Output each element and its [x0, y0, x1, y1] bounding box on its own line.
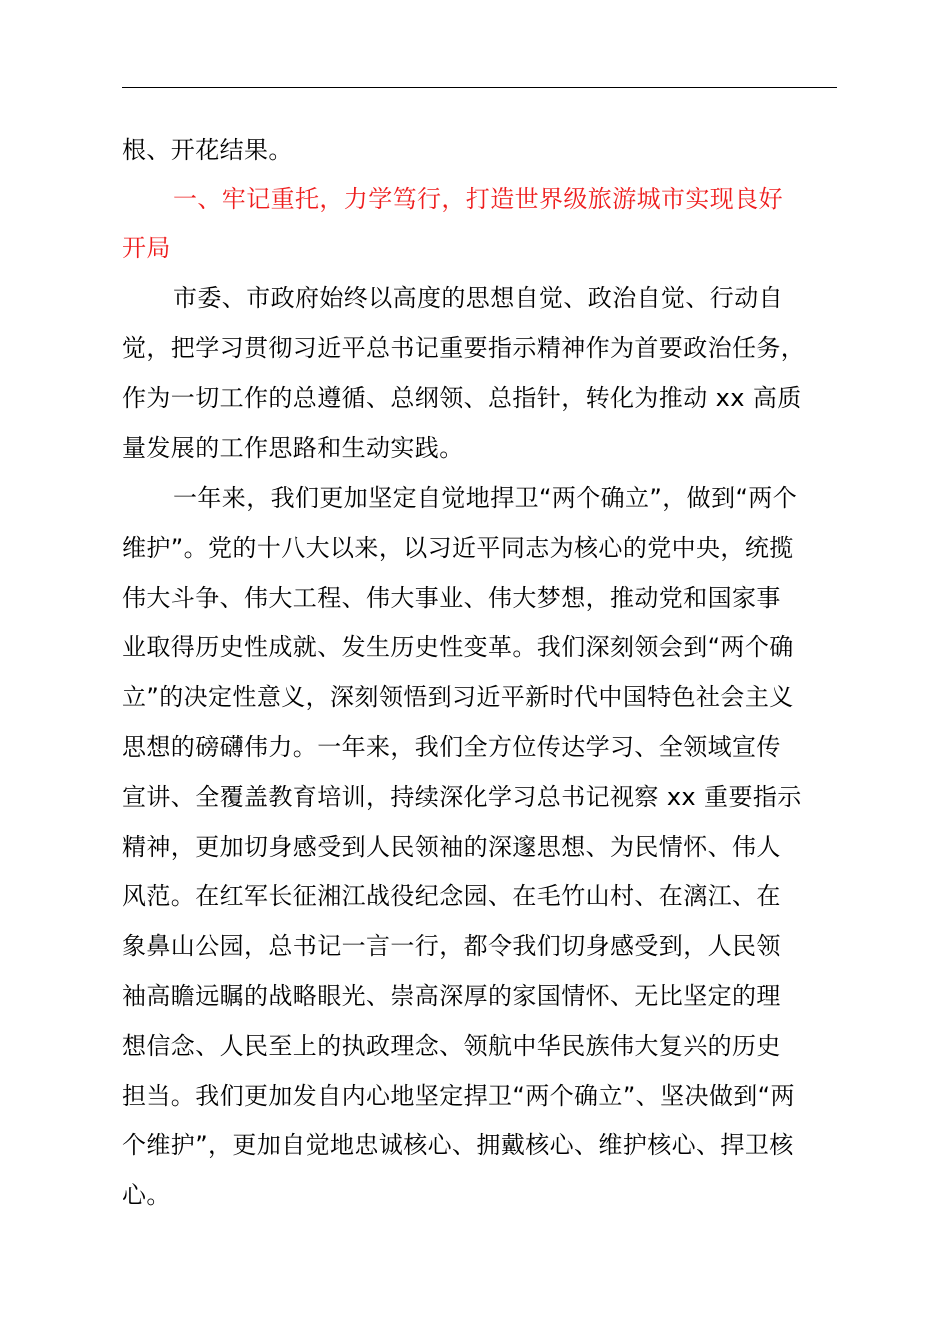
text-line: 市委、市政府始终以高度的思想自觉、政治自觉、行动自 — [173, 284, 783, 312]
section-heading-line: 一、牢记重托，力学笃行，打造世界级旅游城市实现良好 — [173, 185, 783, 213]
text-line: 风范。在红军长征湘江战役纪念园、在毛竹山村、在漓江、在 — [122, 882, 781, 910]
text-line: 觉，把学习贯彻习近平总书记重要指示精神作为首要政治任务， — [122, 334, 806, 362]
header-rule — [122, 87, 837, 88]
text-line: 象鼻山公园，总书记一言一行，都令我们切身感受到，人民领 — [122, 932, 781, 960]
text-line: 一年来，我们更加坚定自觉地捍卫“两个确立”，做到“两个 — [173, 484, 798, 512]
text-line: 根、开花结果。 — [122, 136, 293, 164]
text-line: 精神，更加切身感受到人民领袖的深邃思想、为民情怀、伟人 — [122, 833, 781, 861]
section-heading-line: 开局 — [122, 234, 171, 262]
text-line: 袖高瞻远瞩的战略眼光、崇高深厚的家国情怀、无比坚定的理 — [122, 982, 781, 1010]
text-line: 想信念、人民至上的执政理念、领航中华民族伟大复兴的历史 — [122, 1032, 781, 1060]
text-line: 伟大斗争、伟大工程、伟大事业、伟大梦想，推动党和国家事 — [122, 584, 781, 612]
text-line: 立”的决定性意义，深刻领悟到习近平新时代中国特色社会主义 — [122, 683, 794, 711]
text-line: 个维护”，更加自觉地忠诚核心、拥戴核心、维护核心、捍卫核 — [122, 1131, 794, 1159]
text-line: 作为一切工作的总遵循、总纲领、总指针，转化为推动 xx 高质 — [122, 384, 802, 412]
text-line: 业取得历史性成就、发生历史性变革。我们深刻领会到“两个确 — [122, 633, 794, 661]
text-line: 量发展的工作思路和生动实践。 — [122, 434, 464, 462]
text-line: 心。 — [122, 1181, 171, 1209]
text-line: 宣讲、全覆盖教育培训，持续深化学习总书记视察 xx 重要指示 — [122, 783, 802, 811]
text-line: 担当。我们更加发自内心地坚定捍卫“两个确立”、坚决做到“两 — [122, 1082, 795, 1110]
text-line: 思想的磅礴伟力。一年来，我们全方位传达学习、全领域宣传 — [122, 733, 781, 761]
text-line: 维护”。党的十八大以来，以习近平同志为核心的党中央，统揽 — [122, 534, 794, 562]
